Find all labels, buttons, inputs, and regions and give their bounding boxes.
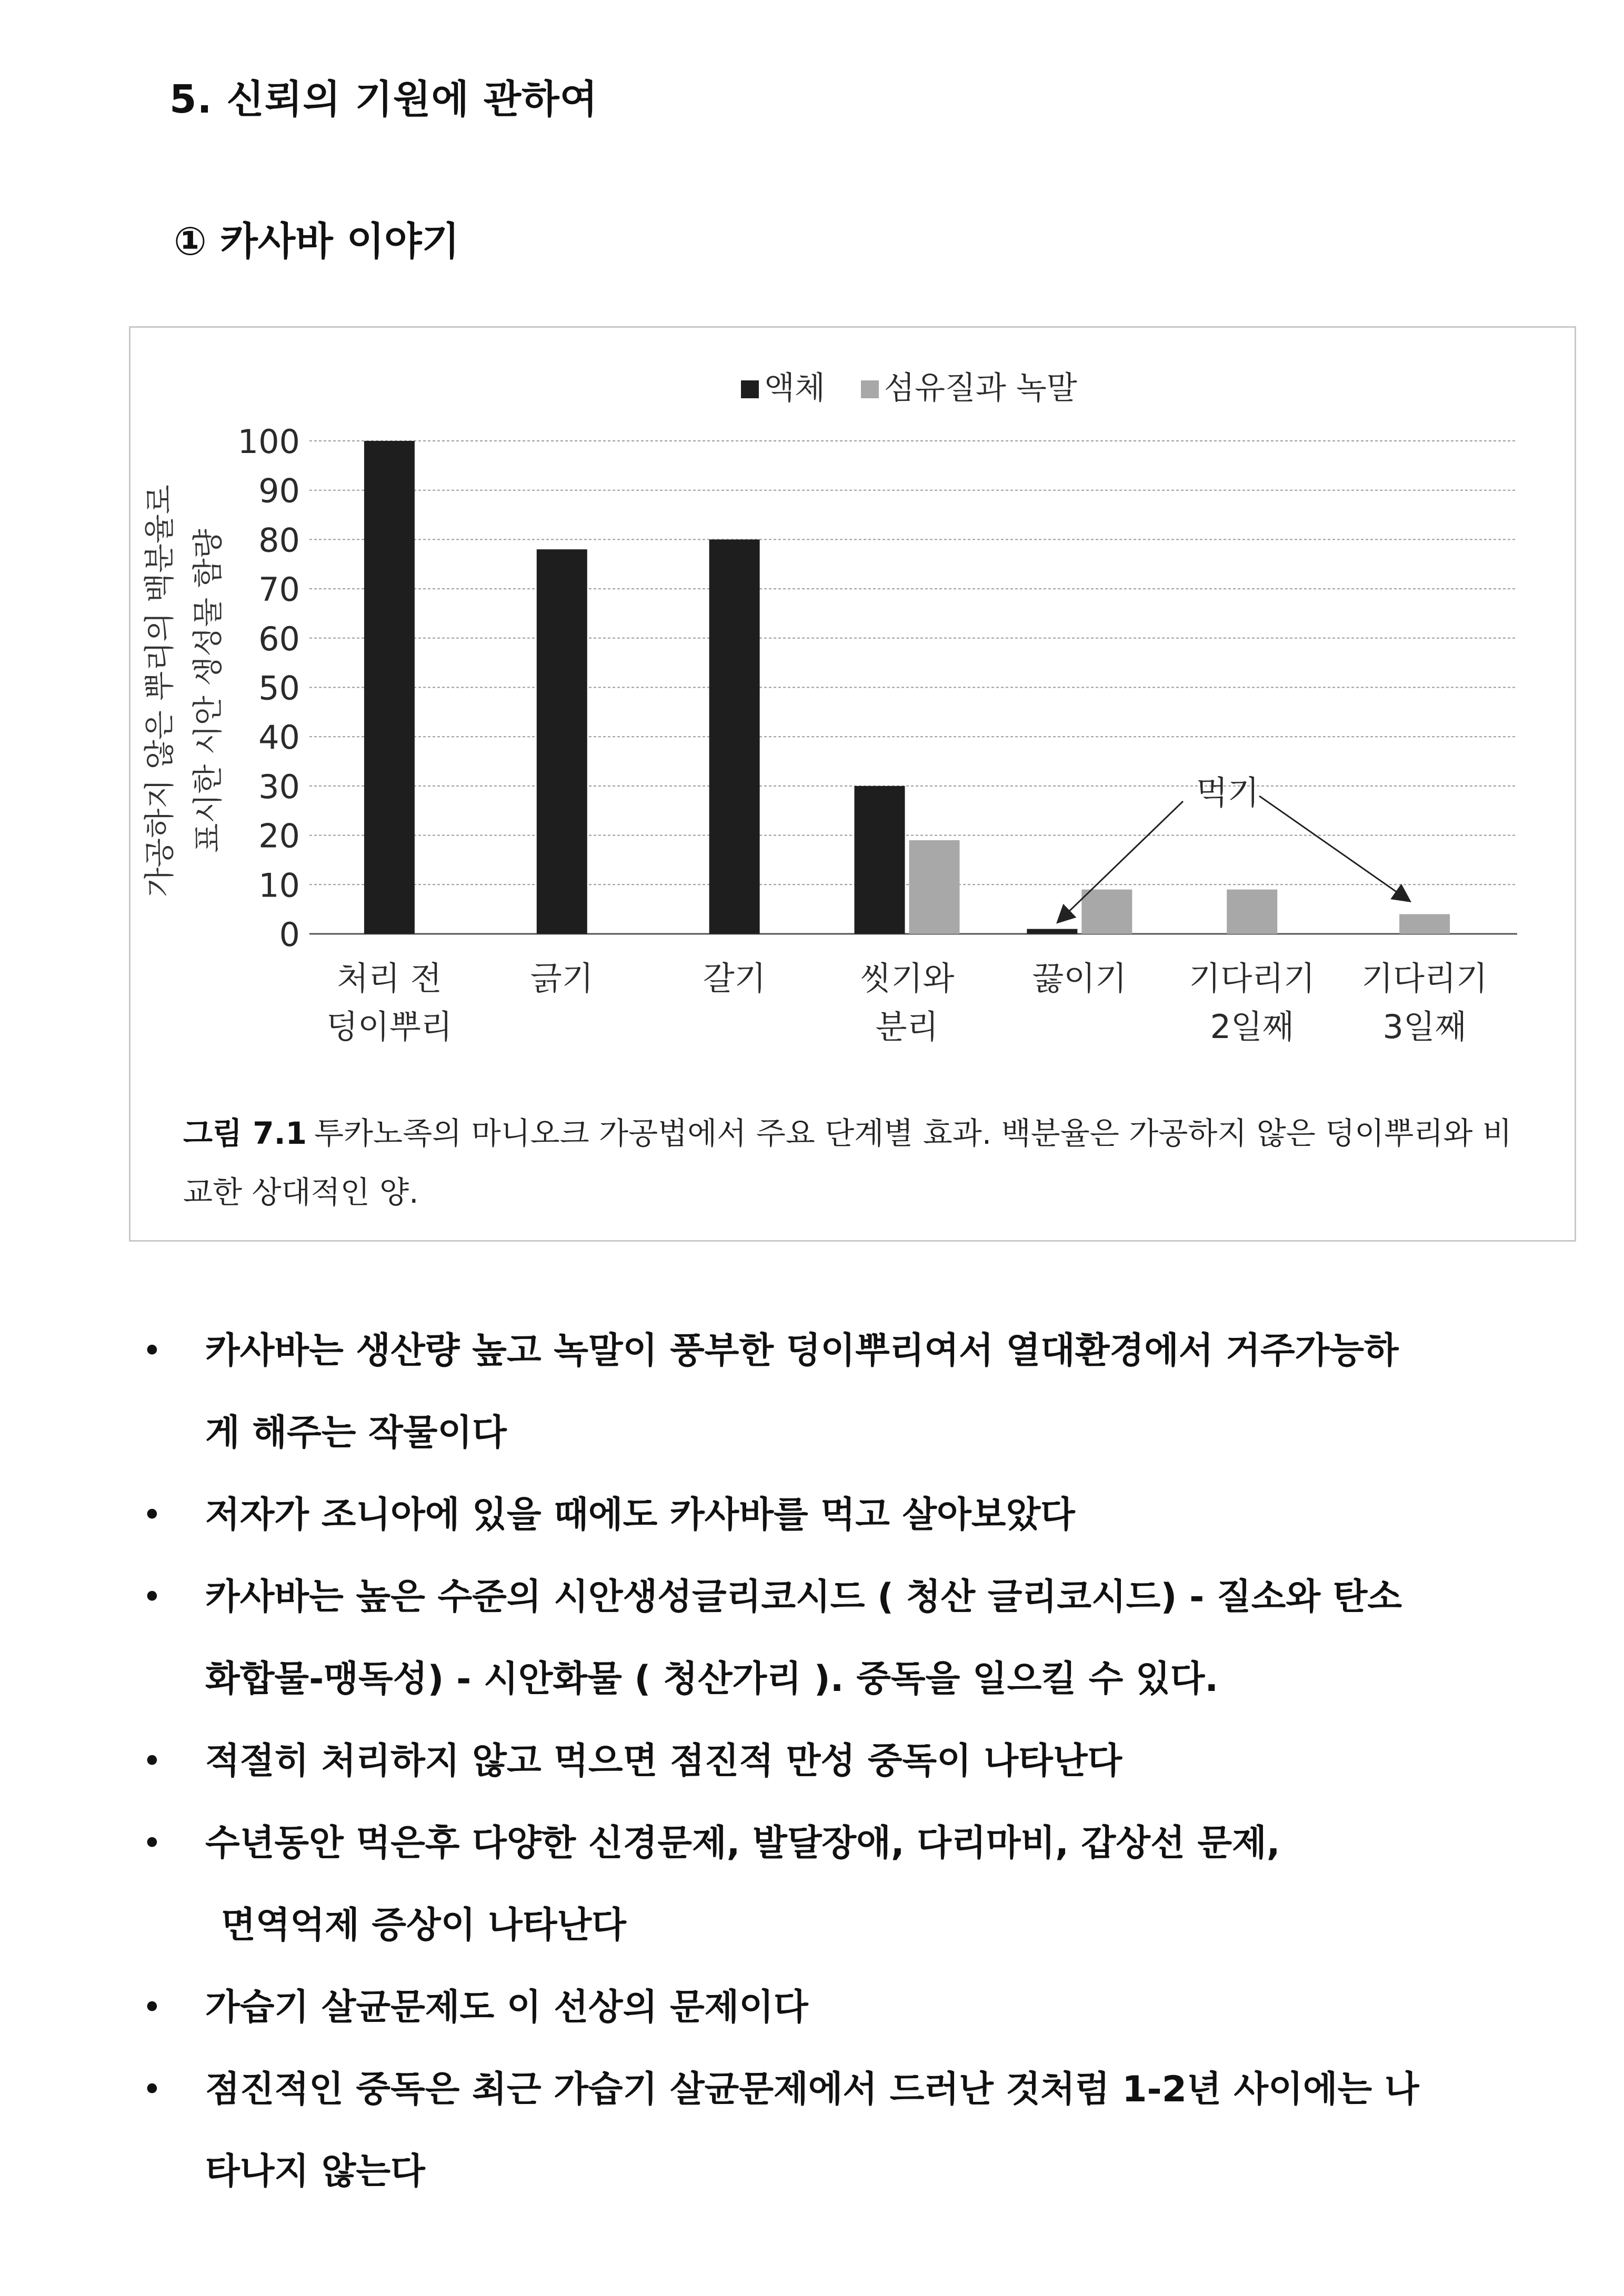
x-tick-label: 긁기 [530,959,594,998]
legend-label: 액체 [764,370,825,407]
bullet-marker: • [142,1988,162,2027]
y-tick-label: 70 [258,570,300,609]
bar-fiber-starch [1399,914,1450,934]
legend-swatch [741,380,759,398]
y-tick-label: 100 [237,422,300,461]
bullet-item [142,1802,1510,1967]
x-tick-label: 갈기 [703,959,766,998]
bar-fiber-starch [1227,890,1277,934]
bullet-text-line: 면역억제 증상이 나타난다 [221,1905,626,1946]
bar-fiber-starch [1081,890,1132,934]
x-tick-label: 덩이뿌리 [326,1008,453,1046]
bullet-text-line: 카사바는 생산량 높고 녹말이 풍부한 덩이뿌리여서 열대환경에서 거주가능하 [205,1330,1399,1372]
y-tick-label: 80 [258,521,300,560]
y-tick-label: 50 [258,669,300,708]
bar-liquid [855,786,905,934]
y-tick-label: 10 [258,866,300,905]
bullet-text-line: 점진적인 중독은 최근 가습기 살균문제에서 드러난 것처럼 1-2년 사이에는 나 [205,2069,1419,2110]
section-title: 5. 신뢰의 기원에 관하여 [169,77,598,122]
bullet-item [142,1967,1510,2049]
bullet-item [142,1474,1510,1556]
bullet-marker: • [142,1496,162,1535]
bullet-marker: • [142,1742,162,1781]
figure [129,326,1576,1242]
bullet-marker: • [142,1824,162,1863]
bar-liquid [1027,929,1077,934]
annotation-label: 먹기 [1196,773,1259,812]
bullet-marker: • [142,1578,162,1617]
x-tick-label: 기다리기 [1189,959,1316,998]
bullet-list [142,1310,1510,2213]
y-tick-label: 0 [279,915,300,954]
bar-fiber-starch [909,840,960,934]
y-tick-label: 40 [258,718,300,757]
x-tick-label: 분리 [875,1008,939,1046]
y-axis-title: 표시한 시안 생성물 함량 [190,529,226,853]
bullet-text-line: 저자가 조니아에 있을 때에도 카사바를 먹고 살아보았다 [205,1494,1075,1536]
bar-liquid [709,539,760,934]
x-tick-label: 끓이기 [1032,959,1127,998]
bullet-text-line: 수년동안 먹은후 다양한 신경문제, 발달장애, 다리마비, 갑상선 문제, [205,1822,1280,1864]
y-tick-label: 90 [258,471,300,510]
bar-liquid [537,549,587,934]
bullet-text-line: 화합물-맹독성) - 시안화물 ( 청산가리 ). 중독을 일으킬 수 있다. [205,1658,1219,1700]
subsection-title: ① 카사바 이야기 [174,219,460,264]
bar-liquid [364,441,415,934]
bullet-text-line: 가습기 살균문제도 이 선상의 문제이다 [205,1987,808,2028]
figure-caption-number: 그림 7.1 [183,1115,307,1151]
bullet-marker: • [142,1332,162,1371]
legend-label: 섬유질과 녹말 [884,370,1077,407]
bullet-item [142,1310,1510,1474]
figure-caption-text: 투카노족의 마니오크 가공법에서 주요 단계별 효과. 백분율은 가공하지 않은 덩이뿌리와 비교한 상대적인 양. [183,1115,1512,1210]
bullet-item [142,1556,1510,1720]
bullet-item [142,2049,1510,2213]
bullet-item [142,1720,1510,1802]
bullet-marker: • [142,2070,162,2109]
figure-caption [183,1104,1530,1222]
x-tick-label: 기다리기 [1361,959,1488,998]
bullet-text-line: 카사바는 높은 수준의 시안생성글리코시드 ( 청산 글리코시드) - 질소와 탄소 [205,1576,1402,1618]
bullet-text-line: 적절히 처리하지 않고 먹으면 점진적 만성 중독이 나타난다 [205,1740,1122,1782]
y-tick-label: 60 [258,619,300,658]
x-tick-label: 3일째 [1382,1008,1467,1046]
bullet-text-line: 게 해주는 작물이다 [205,1412,507,1454]
x-tick-label: 씻기와 [859,959,955,998]
y-tick-label: 30 [258,767,300,806]
x-tick-label: 처리 전 [337,959,442,998]
y-tick-label: 20 [258,817,300,855]
bullet-text-line: 타나지 않는다 [205,2151,425,2192]
legend-swatch [861,380,879,398]
y-axis-title: 가공하지 않은 뿌리의 백분율로 [142,485,177,897]
x-tick-label: 2일째 [1210,1008,1294,1046]
